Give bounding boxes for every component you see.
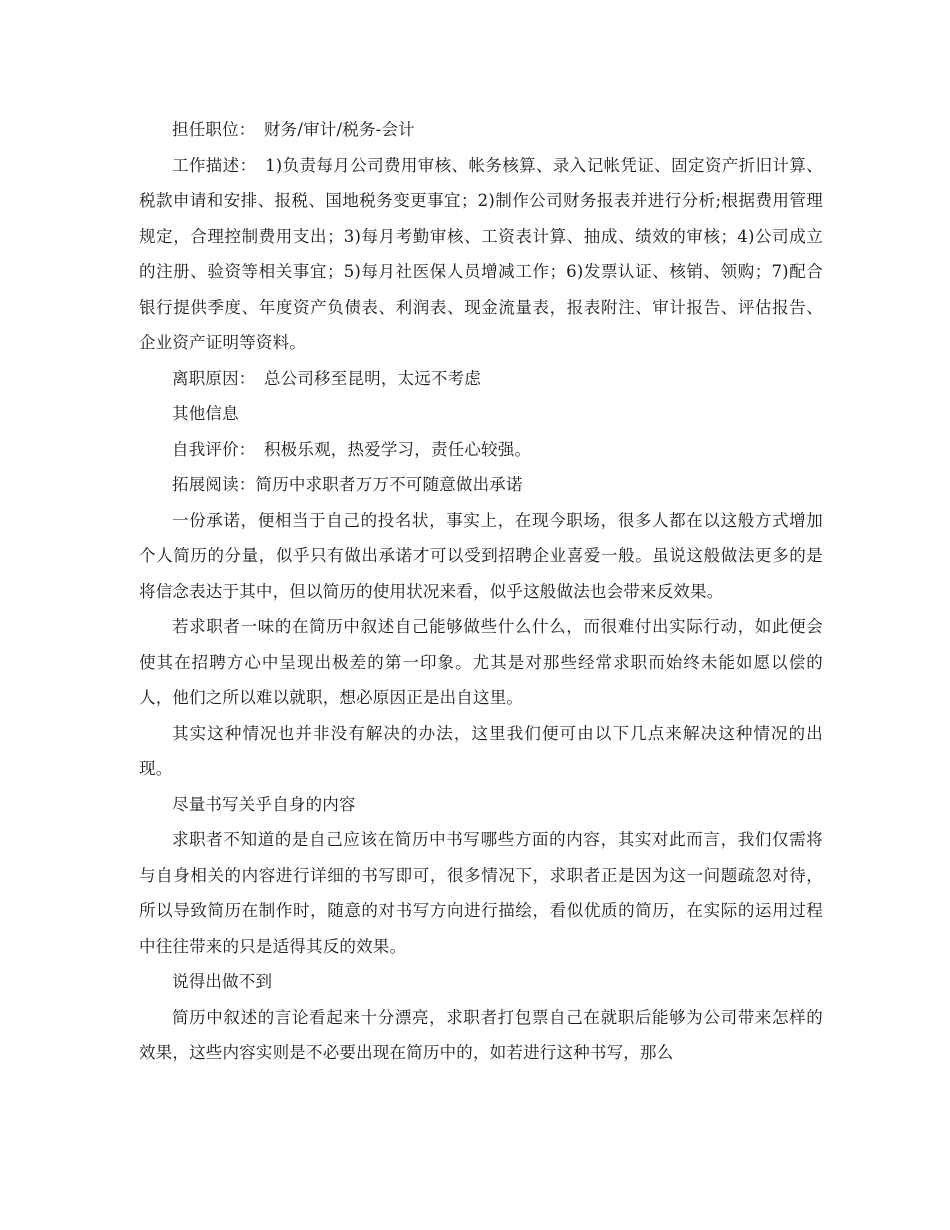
extended-reading-title: 拓展阅读：简历中求职者万万不可随意做出承诺 — [172, 475, 523, 494]
self-evaluation-line: 自我评价： 积极乐观，热爱学习，责任心较强。 — [172, 439, 532, 459]
document-body — [139, 112, 823, 1071]
leave-reason-line: 离职原因： 总公司移至昆明，太远不考虑 — [172, 368, 482, 388]
body-paragraph: 若求职者一味的在简历中叙述自己能够做些什么什么，而很难付出实际行动，如此便会使其在招聘方心中呈现出极差的第一印象。尤其是对那些经常求职而始终未能如愿以偿的人，他们之所以难以就职，想必原因正是出自这里。 — [139, 617, 823, 707]
body-paragraph: 一份承诺，便相当于自己的投名状，事实上，在现今职场，很多人都在以这般方式增加个人简历的分量，似乎只有做出承诺才可以受到招聘企业喜爱一般。虽说这般做法更多的是将信念表达于其中，但以简历的使用状况来看，似乎这般做法也会带来反效果。 — [139, 510, 823, 601]
body-paragraph: 其实这种情况也并非没有解决的办法，这里我们便可由以下几点来解决这种情况的出现。 — [139, 723, 823, 778]
section-heading: 尽量书写关乎自身的内容 — [172, 794, 356, 814]
body-paragraph: 简历中叙述的言论看起来十分漂亮，求职者打包票自己在就职后能够为公司带来怎样的效果，这些内容实则是不必要出现在简历中的，如若进行这种书写，那么 — [139, 1007, 823, 1062]
section-heading: 说得出做不到 — [172, 972, 273, 991]
job-description-paragraph: 工作描述： 1)负责每月公司费用审核、帐务核算、录入记帐凭证、固定资产折旧计算、税款申请和安排、报税、国地税务变更事宜；2)制作公司财务报表并进行分析;根据费用管理规定，合理控制费用支出；3)每月考勤审核、工资表计算、抽成、绩效的审核；4)公司成立的注册、验资等相关事宜；5)每月社医保人员增减工作；6)发票认证、核销、领购；7)配合银行提供季度、年度资产负债表、利润表、现金流量表，报表附注、审计报告、评估报告、企业资产证明等资料。 — [139, 155, 823, 352]
position-line: 担任职位： 财务/审计/税务-会计 — [172, 120, 415, 139]
other-info-heading: 其他信息 — [172, 404, 239, 423]
body-paragraph: 求职者不知道的是自己应该在简历中书写哪些方面的内容，其实对此而言，我们仅需将与自身相关的内容进行详细的书写即可，很多情况下，求职者正是因为这一问题疏忽对待，所以导致简历在制作时，随意的对书写方向进行描绘，看似优质的简历，在实际的运用过程中往往带来的只是适得其反的效果。 — [139, 830, 823, 956]
